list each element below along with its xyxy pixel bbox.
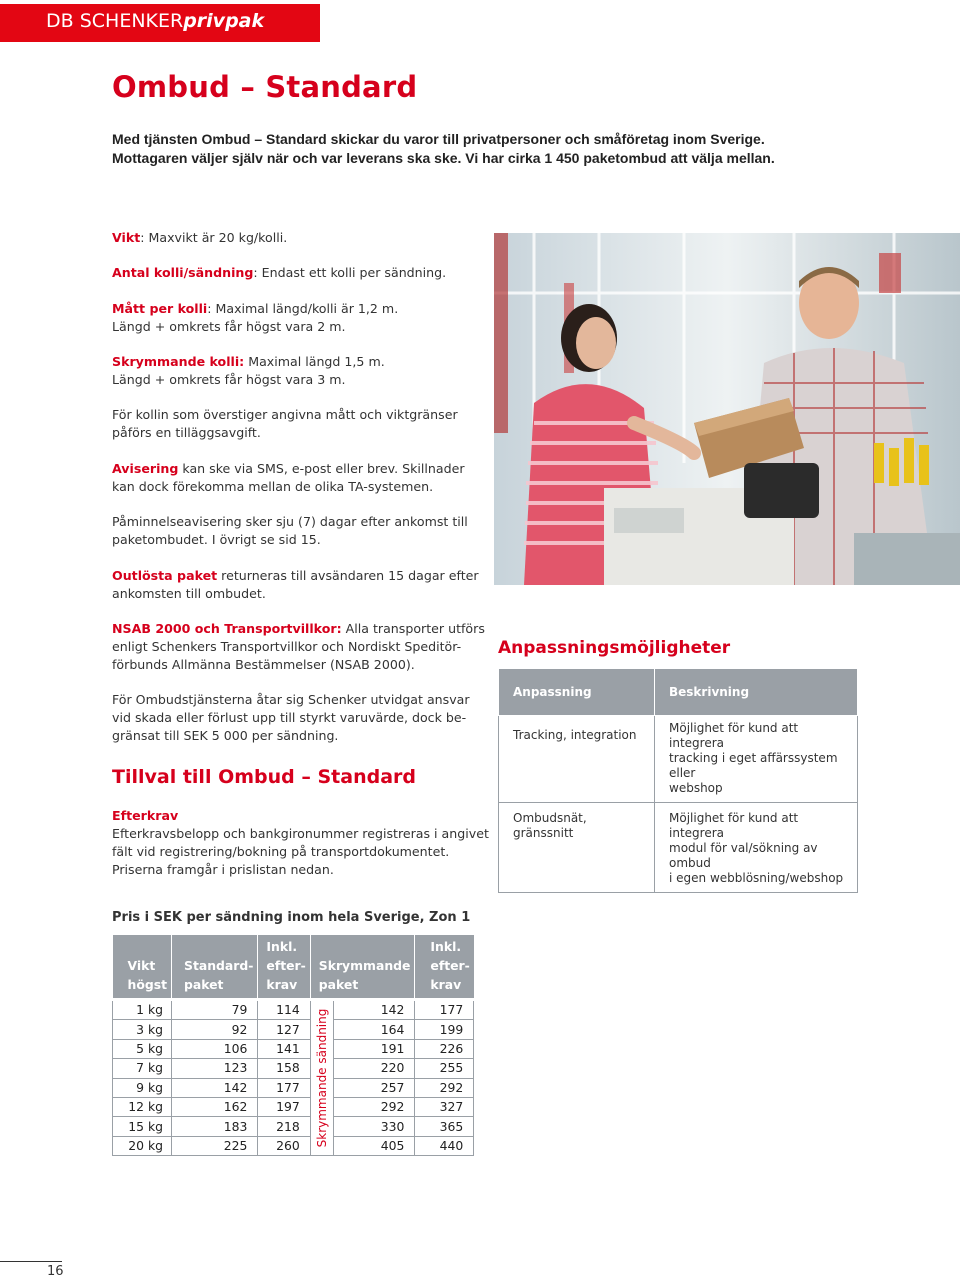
- page-number: 16: [47, 1264, 64, 1279]
- tillagg-paragraph: [112, 406, 482, 442]
- antal-label: Antal kolli/sändning: [112, 265, 254, 280]
- header-line: Standard-: [184, 958, 254, 973]
- standard-price-cell: 123: [172, 1059, 258, 1078]
- price-title: Pris i SEK per sändning inom hela Sverige, Zon 1: [112, 910, 471, 925]
- nsab-line3: förbunds Allmänna Bestämmelser (NSAB 2000).: [112, 657, 415, 672]
- efterkrav-line: Efterkravsbelopp och bankgironummer registreras i angivet: [112, 826, 489, 841]
- weight-cell: 7 kg: [113, 1059, 172, 1078]
- table-row: [113, 1117, 474, 1136]
- skrymmande-efterkrav-cell: 440: [415, 1136, 474, 1155]
- avisering-paragraph: [112, 460, 482, 496]
- desc-line: Möjlighet för kund att integrera: [669, 811, 799, 840]
- vikt-text: : Maxvikt är 20 kg/kolli.: [140, 230, 288, 245]
- table-row: [113, 1000, 474, 1020]
- brand-privpak: privpak: [183, 10, 265, 32]
- standard-price-cell: 162: [172, 1097, 258, 1116]
- header-line: Skrymmande: [318, 958, 411, 973]
- efterkrav-line: Priserna framgår i prislistan nedan.: [112, 862, 334, 877]
- matt-label: Mått per kolli: [112, 301, 208, 316]
- skrymmande-efterkrav-cell: 327: [415, 1097, 474, 1116]
- standard-price-cell: 142: [172, 1078, 258, 1097]
- standard-price-cell: 106: [172, 1039, 258, 1058]
- anpassning-heading: Anpassningsmöjligheter: [498, 638, 731, 658]
- page-title: Ombud – Standard: [112, 70, 418, 104]
- standard-price-cell: 92: [172, 1020, 258, 1039]
- avisering-text: kan ske via SMS, e-post eller brev. Skillnader: [178, 461, 465, 476]
- antal-text: : Endast ett kolli per sändning.: [253, 265, 447, 280]
- column-header: Beskrivning: [655, 669, 858, 716]
- desc-line: i egen webblösning/webshop: [669, 871, 844, 885]
- skrymmande-efterkrav-cell: 199: [415, 1020, 474, 1039]
- outlosta-text: returneras till avsändaren 15 dagar efter: [217, 568, 479, 583]
- vikt-label: Vikt: [112, 230, 141, 245]
- nsab-label: NSAB 2000 och Transportvillkor:: [112, 621, 342, 636]
- header-line: krav: [266, 977, 298, 992]
- footer-rule: [0, 1261, 62, 1262]
- skrymmande-price-cell: 142: [333, 1000, 415, 1020]
- shop-counter-photo: [494, 233, 960, 585]
- brand-db-schenker: DB SCHENKER: [46, 10, 184, 32]
- skrymmande-side-label-cell: [310, 1000, 333, 1156]
- standard-efterkrav-cell: 141: [258, 1039, 310, 1058]
- outlosta-paragraph: [112, 567, 482, 603]
- table-row: [113, 1136, 474, 1155]
- skrymmande-price-cell: 292: [333, 1097, 415, 1116]
- skrymmande-price-cell: 164: [333, 1020, 415, 1039]
- tillagg-line1: För kollin som överstiger angivna mått och viktgränser: [112, 407, 458, 422]
- desc-line: modul för val/sökning av ombud: [669, 841, 818, 870]
- standard-price-cell: 225: [172, 1136, 258, 1155]
- header-vikt: [113, 935, 172, 1000]
- column-header: Anpassning: [499, 669, 655, 716]
- skrymmande-efterkrav-cell: 292: [415, 1078, 474, 1097]
- skrymmande-text: Maximal längd 1,5 m.: [244, 354, 385, 369]
- ansvar-line3: gränsat till SEK 5 000 per sändning.: [112, 728, 339, 743]
- efterkrav-line: fält vid registrering/bokning på transportdokumentet.: [112, 844, 450, 859]
- nsab-text: Alla transporter utförs: [341, 621, 485, 636]
- header-standard: [172, 935, 258, 1000]
- paminnelse-line1: Påminnelseavisering sker sju (7) dagar efter ankomst till: [112, 514, 468, 529]
- header-line: Inkl.: [430, 939, 462, 954]
- desc-line: webshop: [669, 781, 723, 795]
- avisering-line2: kan dock förekomma mellan de olika TA-systemen.: [112, 479, 434, 494]
- brand-logo: [46, 10, 264, 32]
- standard-efterkrav-cell: 197: [258, 1097, 310, 1116]
- ansvar-paragraph: [112, 691, 482, 745]
- avisering-label: Avisering: [112, 461, 179, 476]
- table-header-row: [499, 669, 858, 716]
- table-row: [113, 1078, 474, 1097]
- nsab-paragraph: [112, 620, 485, 674]
- desc-line: Möjlighet för kund att integrera: [669, 721, 799, 750]
- tillval-title: Tillval till Ombud – Standard: [112, 766, 416, 788]
- matt-paragraph: [112, 300, 482, 336]
- weight-cell: 9 kg: [113, 1078, 172, 1097]
- anpassning-desc: [655, 803, 858, 893]
- ansvar-line1: För Ombudstjänsterna åtar sig Schenker utvidgat ansvar: [112, 692, 470, 707]
- standard-efterkrav-cell: 127: [258, 1020, 310, 1039]
- price-table: [112, 935, 474, 1156]
- header-line: Vikt: [127, 958, 156, 973]
- matt-text: : Maximal längd/kolli är 1,2 m.: [207, 301, 399, 316]
- intro-line: Med tjänsten Ombud – Standard skickar du varor till privatpersoner och småföretag inom Sverige.: [112, 131, 765, 147]
- skrymmande-price-cell: 220: [333, 1059, 415, 1078]
- header-line: paket: [318, 977, 359, 992]
- skrymmande-efterkrav-cell: 255: [415, 1059, 474, 1078]
- intro-text: [112, 130, 852, 168]
- table-row: [113, 1059, 474, 1078]
- header-line: Inkl.: [266, 939, 298, 954]
- table-row: [499, 803, 858, 893]
- efterkrav-heading: Efterkrav: [112, 808, 179, 823]
- weight-cell: 15 kg: [113, 1117, 172, 1136]
- anpassning-name: Ombudsnät, gränssnitt: [499, 803, 655, 893]
- table-row: [113, 1097, 474, 1116]
- matt-line2: Längd + omkrets får högst vara 2 m.: [112, 319, 346, 334]
- header-inkl-efterkrav-2: [415, 935, 474, 1000]
- paminnelse-paragraph: [112, 513, 482, 549]
- intro-line: Mottagaren väljer själv när och var leverans ska ske. Vi har cirka 1 450 paketombud att välja mellan.: [112, 150, 775, 166]
- header-line: högst: [127, 977, 168, 992]
- standard-efterkrav-cell: 114: [258, 1000, 310, 1020]
- ansvar-line2: vid skada eller förlust upp till styrkt varuvärde, dock be-: [112, 710, 467, 725]
- antal-paragraph: [112, 264, 482, 282]
- skrymmande-price-cell: 191: [333, 1039, 415, 1058]
- standard-efterkrav-cell: 158: [258, 1059, 310, 1078]
- skrymmande-efterkrav-cell: 177: [415, 1000, 474, 1020]
- header-line: efter-: [430, 958, 470, 973]
- skrymmande-label: Skrymmande kolli:: [112, 354, 245, 369]
- anpassning-desc: [655, 716, 858, 803]
- weight-cell: 1 kg: [113, 1000, 172, 1020]
- weight-cell: 12 kg: [113, 1097, 172, 1116]
- vikt-paragraph: [112, 229, 482, 247]
- standard-efterkrav-cell: 218: [258, 1117, 310, 1136]
- outlosta-label: Outlösta paket: [112, 568, 218, 583]
- weight-cell: 20 kg: [113, 1136, 172, 1155]
- anpassning-name: Tracking, integration: [499, 716, 655, 803]
- header-inkl-efterkrav: [258, 935, 310, 1000]
- skrymmande-paragraph: [112, 353, 482, 389]
- table-row: [113, 1039, 474, 1058]
- header-skrymmande: [310, 935, 415, 1000]
- nsab-line2: enligt Schenkers Transportvillkor och Nordiskt Speditör-: [112, 639, 462, 654]
- table-row: [113, 1020, 474, 1039]
- tillagg-line2: påförs en tilläggsavgift.: [112, 425, 261, 440]
- header-line: efter-: [266, 958, 306, 973]
- standard-efterkrav-cell: 260: [258, 1136, 310, 1155]
- outlosta-line2: ankomsten till ombudet.: [112, 586, 266, 601]
- skrymmande-sandning-label: Skrymmande sändning: [314, 1008, 329, 1148]
- weight-cell: 5 kg: [113, 1039, 172, 1058]
- efterkrav-section: [112, 807, 489, 879]
- anpassning-table: [498, 668, 858, 893]
- table-row: [499, 716, 858, 803]
- skrymmande-price-cell: 405: [333, 1136, 415, 1155]
- skrymmande-efterkrav-cell: 365: [415, 1117, 474, 1136]
- header-line: paket: [184, 977, 224, 992]
- standard-efterkrav-cell: 177: [258, 1078, 310, 1097]
- skrymmande-line2: Längd + omkrets får högst vara 3 m.: [112, 372, 346, 387]
- paminnelse-line2: paketombudet. I övrigt se sid 15.: [112, 532, 321, 547]
- skrymmande-efterkrav-cell: 226: [415, 1039, 474, 1058]
- weight-cell: 3 kg: [113, 1020, 172, 1039]
- standard-price-cell: 79: [172, 1000, 258, 1020]
- standard-price-cell: 183: [172, 1117, 258, 1136]
- skrymmande-price-cell: 330: [333, 1117, 415, 1136]
- header-line: krav: [430, 977, 462, 992]
- desc-line: tracking i eget affärssystem eller: [669, 751, 838, 780]
- skrymmande-price-cell: 257: [333, 1078, 415, 1097]
- price-header-row: [113, 935, 474, 1000]
